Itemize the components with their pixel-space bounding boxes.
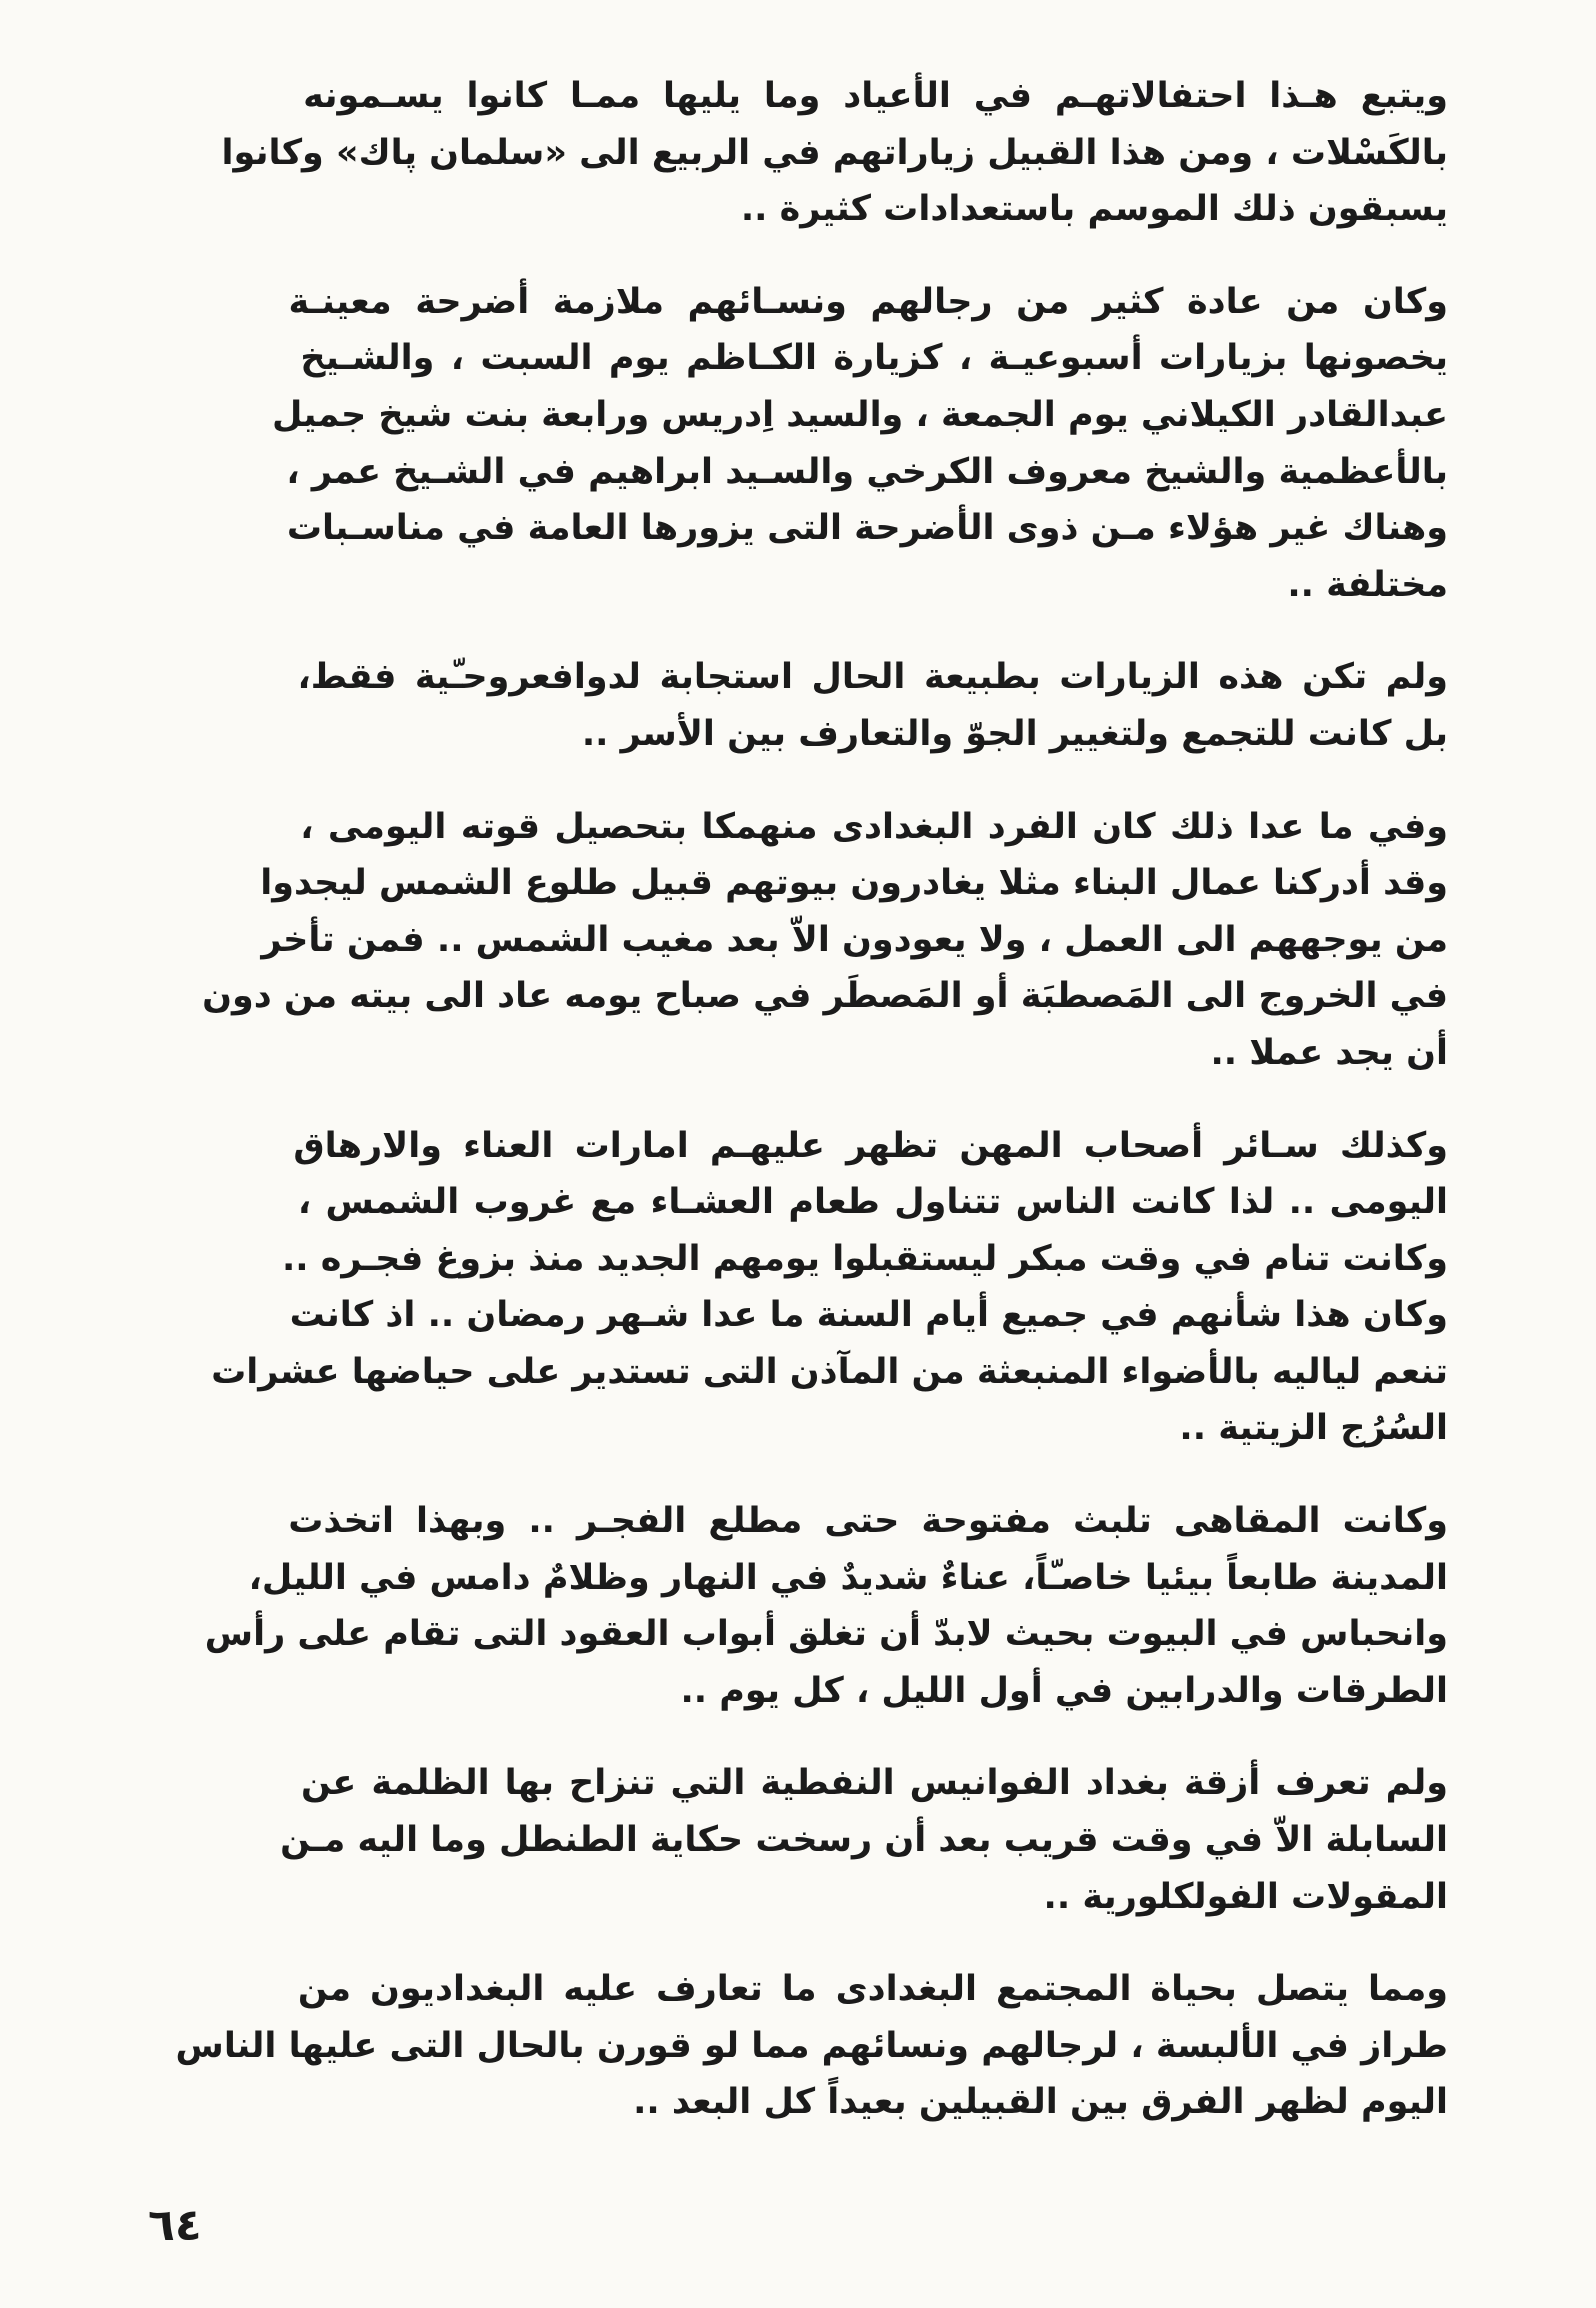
- text-line: بالكَسْلات ، ومن هذا القبيل زياراتهم في الربيع الى «سلمان پاك» وكانوا: [221, 132, 1448, 173]
- paragraph: [148, 1118, 1448, 1458]
- text-line: وانحباس في البيوت بحيث لابدّ أن تغلق أبواب العقود التى تقام على رأس: [204, 1614, 1448, 1655]
- text-line: عبدالقادر الكيلاني يوم الجمعة ، والسيد اِدريس ورابعة بنت شيخ جميل: [272, 394, 1448, 435]
- text-line: اليومى .. لذا كانت الناس تتناول طعام العشـاء مع غروب الشمس ،: [297, 1182, 1448, 1223]
- text-line: وقد أدركنا عمال البناء مثلا يغادرون بيوتهم قبيل طلوع الشمس ليجدوا: [260, 863, 1448, 904]
- text-line: طراز في الألبسة ، لرجالهم ونسائهم مما لو قورن بالحال التى عليها الناس: [175, 2025, 1448, 2066]
- text-line: المدينة طابعاً بيئيا خاصـّاً، عناءٌ شديدٌ في النهار وظلامٌ دامس في الليل،: [248, 1557, 1448, 1598]
- text-line: ومما يتصل بحياة المجتمع البغدادى ما تعارف عليه البغداديون من: [297, 1969, 1448, 2010]
- paragraph: [148, 799, 1448, 1082]
- paragraph: [148, 1961, 1448, 2131]
- text-line: مختلفة ..: [1287, 564, 1448, 605]
- text-line: وفي ما عدا ذلك كان الفرد البغدادى منهمكا بتحصيل قوته اليومى ،: [300, 806, 1448, 847]
- text-line: ولم تعرف أزقة بغداد الفوانيس النفطية التي تنزاح بها الظلمة عن: [300, 1763, 1448, 1804]
- paragraph: [148, 68, 1448, 238]
- text-line: من يوجههم الى العمل ، ولا يعودون الاّ بعد مغيب الشمس .. فمن تأخر: [261, 919, 1448, 960]
- text-line: يسبقون ذلك الموسم باستعدادات كثيرة ..: [740, 189, 1448, 230]
- paragraph: [148, 274, 1448, 614]
- text-line: وكانت المقاهى تلبث مفتوحة حتى مطلع الفجـر .. وبهذا اتخذت: [288, 1501, 1448, 1542]
- text-line: الطرقات والدرابين في أول الليل ، كل يوم ..: [680, 1670, 1448, 1711]
- text-line: السُرُج الزيتية ..: [1179, 1408, 1448, 1449]
- text-line: وكذلك سـائر أصحاب المهن تظهر عليهـم امارات العناء والارهاق: [293, 1125, 1448, 1166]
- text-line: وكان هذا شأنهم في جميع أيام السنة ما عدا شـهر رمضان .. اذ كانت: [289, 1295, 1448, 1336]
- text-line: اليوم لظهر الفرق بين القبيلين بعيداً كل البعد ..: [633, 2082, 1448, 2123]
- page-number: ٦٤: [148, 2200, 202, 2251]
- text-line: بالأعظمية والشيخ معروف الكرخي والسـيد ابراهيم في الشـيخ عمر ،: [286, 451, 1448, 492]
- text-line: تنعم لياليه بالأضواء المنبعثة من المآذن التى تستدير على حياضها عشرات: [211, 1351, 1448, 1392]
- text-line: ويتبع هـذا احتفالاتهـم في الأعياد وما يليها ممـا كانوا يسـمونه: [303, 76, 1448, 116]
- paragraph: [148, 1755, 1448, 1925]
- text-line: وكانت تنام في وقت مبكر ليستقبلوا يومهم الجديد منذ بزوغ فجـره ..: [281, 1238, 1448, 1279]
- text-line: يخصونها بزيارات أسبوعيـة ، كزيارة الكـاظم يوم السبت ، والشـيخ: [300, 338, 1448, 379]
- paragraph: [148, 1493, 1448, 1719]
- text-line: وهناك غير هؤلاء مـن ذوى الأضرحة التى يزورها العامة في مناسـبات: [286, 508, 1448, 549]
- text-line: المقولات الفولكلورية ..: [1043, 1876, 1448, 1917]
- document-page: [148, 68, 1448, 2238]
- text-line: وكان من عادة كثير من رجالهم ونسـائهم ملازمة أضرحة معينـة: [288, 281, 1448, 322]
- text-line: بل كانت للتجمع ولتغيير الجوّ والتعارف بين الأسر ..: [581, 713, 1448, 754]
- text-line: في الخروج الى المَصطبَة أو المَصطَر في صباح يومه عاد الى بيته من دون: [202, 976, 1448, 1017]
- paragraph: [148, 649, 1448, 762]
- text-line: السابلة الاّ في وقت قريب بعد أن رسخت حكاية الطنطل وما اليه مـن: [280, 1820, 1448, 1861]
- text-line: أن يجد عملا ..: [1210, 1032, 1448, 1073]
- text-line: ولم تكن هذه الزيارات بطبيعة الحال استجابة لدوافعروحـّية فقط،: [297, 657, 1448, 698]
- body-text: [148, 68, 1448, 2131]
